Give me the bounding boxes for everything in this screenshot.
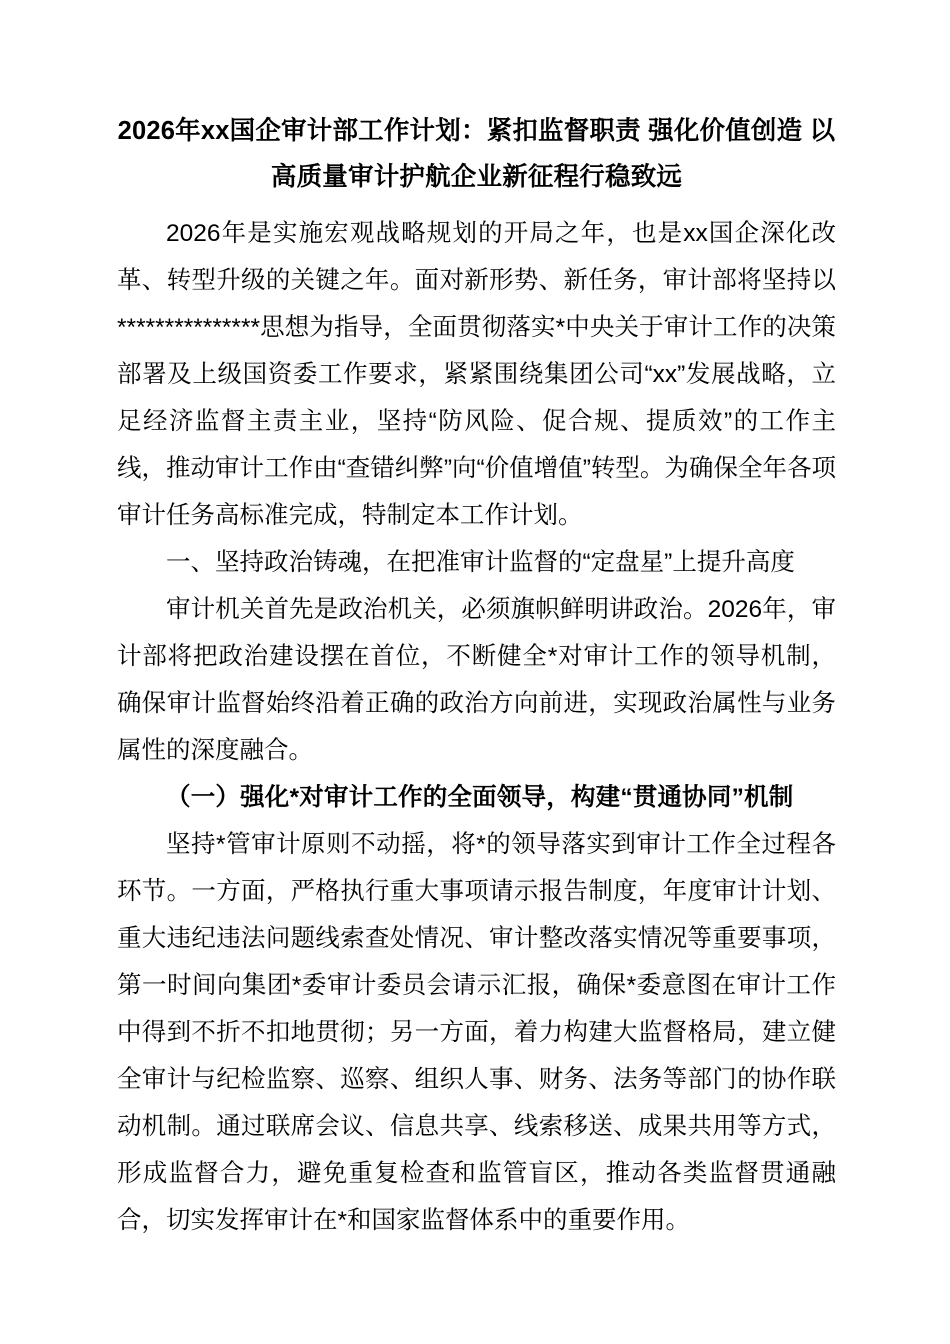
section-one-heading: 一、坚持政治铸魂，在把准审计监督的“定盘星”上提升高度 <box>166 549 795 576</box>
section-one-paragraph: 审计机关首先是政治机关，必须旗帜鲜明讲政治。2026年，审计部将把政治建设摆在首位，不断健全*对审计工作的领导机制，确保审计监督始终沿着正确的政治方向前进，实现政治属性与业务属性的深度融合。 <box>117 596 836 764</box>
document-title-line-2: 高质量审计护航企业新征程行稳致远 <box>270 163 683 191</box>
subsection-one-heading: （一）强化*对审计工作的全面领导，构建“贯通协同”机制 <box>166 784 794 811</box>
intro-paragraph: 2026年是实施宏观战略规划的开局之年，也是xx国企深化改革、转型升级的关键之年。面对新形势、新任务，审计部将坚持以***************思想为指导，全面贯彻落实*中央关于审计工作的决策部署及上级国资委工作要求，紧紧围绕集团公司“xx”发展战略，立足经济监督主责主业，坚持“防风险、促合规、提质效”的工作主线，推动审计工作由“查错纠弊”向“价值增值”转型。为确保全年各项审计任务高标准完成，特制定本工作计划。 <box>117 220 836 529</box>
document-title-line-1: 2026年xx国企审计部工作计划：紧扣监督职责 强化价值创造 以 <box>117 117 836 145</box>
subsection-one-paragraph: 坚持*管审计原则不动摇，将*的领导落实到审计工作全过程各环节。一方面，严格执行重大事项请示报告制度，年度审计计划、重大违纪违法问题线索查处情况、审计整改落实情况等重要事项，第一时间向集团*委审计委员会请示汇报，确保*委意图在审计工作中得到不折不扣地贯彻；另一方面，着力构建大监督格局，建立健全审计与纪检监察、巡察、组织人事、财务、法务等部门的协作联动机制。通过联席会议、信息共享、线索移送、成果共用等方式，形成监督合力，避免重复检查和监管盲区，推动各类监督贯通融合，切实发挥审计在*和国家监督体系中的重要作用。 <box>117 831 836 1234</box>
document-title <box>117 108 836 200</box>
document-content <box>117 108 836 1244</box>
